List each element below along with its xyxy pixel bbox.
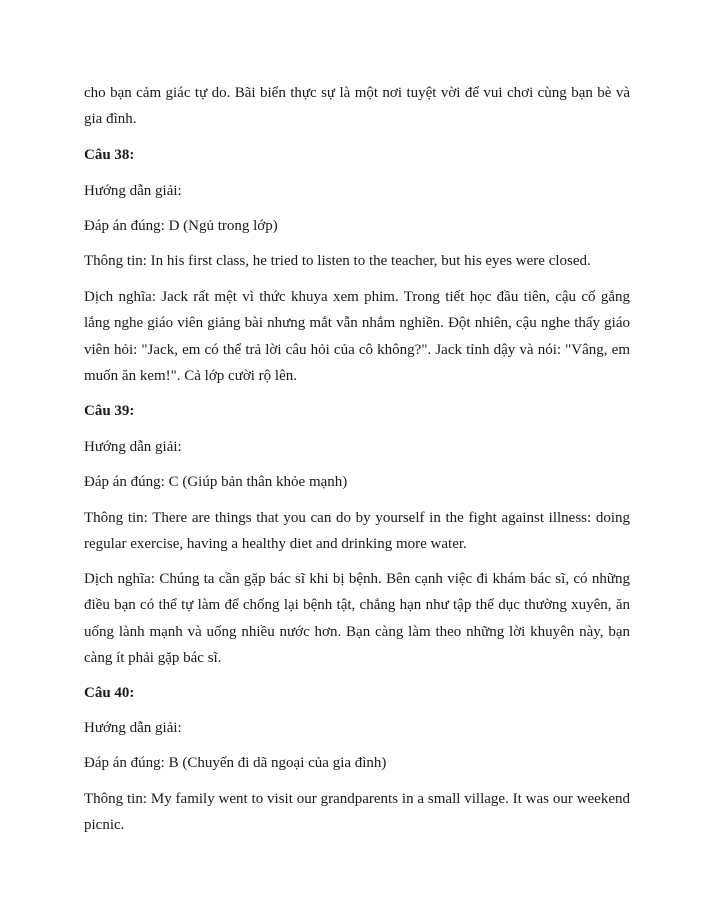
question-38-info: Thông tin: In his first class, he tried to listen to the teacher, but his eyes were closed. xyxy=(84,253,591,269)
translation-text: Chúng ta cần gặp bác sĩ khi bị bệnh. Bên cạnh việc đi khám bác sĩ, có những điều bạn có thể tự làm để chống lại bệnh tật, chẳng hạn như tập thể dục thường xuyên, ăn uống lành mạnh và uống nhiều nước hơn. Bạn càng làm theo những lời khuyên này, bạn càng ít phải gặp bác sĩ. xyxy=(84,571,630,666)
translation-text: Jack rất mệt vì thức khuya xem phim. Trong tiết học đầu tiên, cậu cố gắng lắng nghe giáo viên giảng bài nhưng mắt vẫn nhắm nghiền. Đột nhiên, cậu nghe thấy giáo viên hỏi: "Jack, em có thể trả lời câu hỏi của cô không?". Jack tỉnh dậy và nói: "Vâng, em muốn ăn kem!". Cả lớp cười rộ lên. xyxy=(84,289,631,384)
question-38-heading: Câu 38: xyxy=(84,147,135,163)
question-39-guide: Hướng dẫn giải: xyxy=(84,439,182,455)
question-40-guide: Hướng dẫn giải: xyxy=(84,720,182,736)
translation-label: Dịch nghĩa: xyxy=(84,289,156,305)
question-38-guide: Hướng dẫn giải: xyxy=(84,183,182,199)
question-39-heading: Câu 39: xyxy=(84,403,135,419)
intro-paragraph: cho bạn cảm giác tự do. Bãi biển thực sự là một nơi tuyệt vời để vui chơi cùng bạn bè và gia đình. xyxy=(84,85,630,128)
question-38-answer: Đáp án đúng: D (Ngủ trong lớp) xyxy=(84,218,278,234)
question-40-answer: Đáp án đúng: B (Chuyến đi dã ngoại của gia đình) xyxy=(84,755,387,771)
question-39-translation xyxy=(84,566,630,671)
question-40-info: Thông tin: My family went to visit our grandparents in a small village. It was our weekend picnic. xyxy=(84,791,630,834)
question-40-heading: Câu 40: xyxy=(84,685,135,701)
translation-label: Dịch nghĩa: xyxy=(84,571,155,587)
question-39-info: Thông tin: There are things that you can do by yourself in the fight against illness: doing regular exercise, having a healthy diet and drinking more water. xyxy=(84,510,630,553)
question-38-translation xyxy=(84,284,630,389)
question-39-answer: Đáp án đúng: C (Giúp bản thân khỏe mạnh) xyxy=(84,474,348,490)
